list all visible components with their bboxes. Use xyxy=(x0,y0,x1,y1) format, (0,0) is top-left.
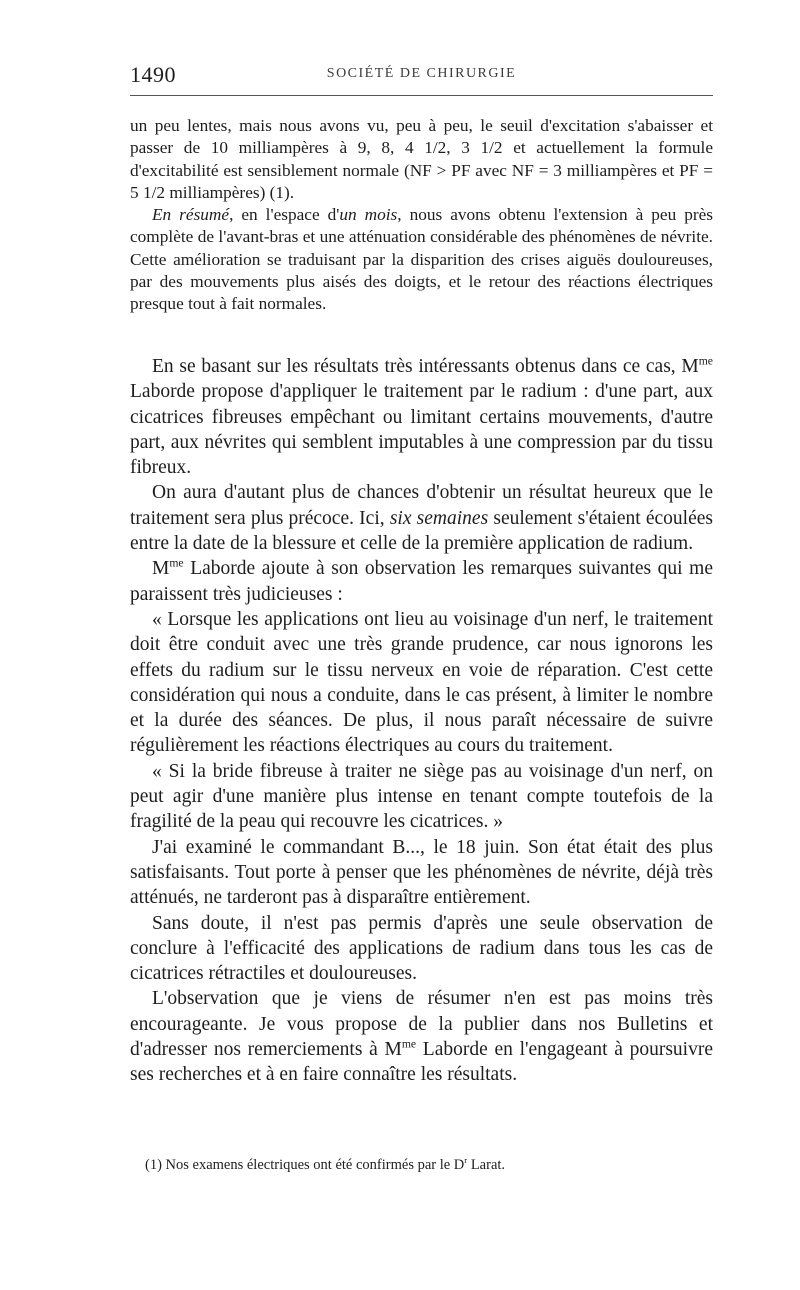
paragraph-summary: En résumé, en l'espace d'un mois, nous avons obtenu l'extension à peu près complète de l'avant-bras et une atténuation considérable des phénomènes de névrite. Cette amélioration se traduisant par la disparition des crises aiguës douloureuses, par des mouvements plus aisés des doigts, et le retour des réactions électriques presque tout à fait normales. xyxy=(130,205,713,314)
paragraph-quote-nerve: « Lorsque les applications ont lieu au voisinage d'un nerf, le traitement doit être conduit avec une très grande prudence, car nous ignorons les effets du radium sur le tissu nerveux en voie de réparation. C'est cette considération qui nous a conduite, dans le cas présent, à limiter le nombre et la durée des séances. De plus, il nous paraît nécessaire de suivre régulièrement les réactions électriques au cours du traitement. xyxy=(130,608,713,757)
emphasis-en-resume: En résumé xyxy=(152,205,230,225)
main-text-section xyxy=(130,354,713,1088)
paragraph-caution: Sans doute, il n'est pas permis d'après une seule observation de conclure à l'efficacité des applications de radium dans tous les cas de cicatrices rétractiles et douloureuses. xyxy=(130,912,713,985)
paragraph-early-treatment: On aura d'autant plus de chances d'obtenir un résultat heureux que le traitement sera plus précoce. Ici, six semaines seulement s'étaient écoulées entre la date de la blessure et celle de la première application de radium. xyxy=(130,482,713,555)
paragraph-examination: J'ai examiné le commandant B..., le 18 juin. Son état était des plus satisfaisants. Tout porte à penser que les phénomènes de névrite, déjà très atténués, ne tarderont pas à disparaître entièrement. xyxy=(130,836,713,909)
paragraph-excitability: un peu lentes, mais nous avons vu, peu à peu, le seuil d'excitation s'abaisser et passer de 10 milliampères à 9, 8, 4 1/2, 3 1/2 et actuellement la formule d'excitabilité est sensiblement normale (NF > PF avec NF = 3 milliampères et PF = 5 1/2 milliampères) (1). xyxy=(130,116,713,202)
emphasis-un-mois: un mois xyxy=(339,205,398,225)
page-header xyxy=(130,62,713,86)
header-rule xyxy=(130,95,713,96)
footnote: (1) Nos examens électriques ont été confirmés par le $D^r$ Larat. xyxy=(145,1155,506,1173)
paragraph-quote-fibrous: « Si la bride fibreuse à traiter ne siège pas au voisinage d'un nerf, on peut agir d'une manière plus intense en tenant compte toutefois de la fragilité de la peau qui recouvre les cicatrices. » xyxy=(130,760,713,833)
small-type-section xyxy=(130,115,713,316)
paragraph-proposal: En se basant sur les résultats très intéressants obtenus dans ce cas, $M^{me}$ Laborde propose d'appliquer le traitement par le radium : d'une part, aux cicatrices fibreuses empêchant ou limitant certains mouvements, d'autre part, aux névrites qui semblent imputables à une compression par du tissu fibreux. xyxy=(130,354,713,479)
emphasis-six-semaines: six semaines xyxy=(389,507,489,529)
paragraph-remarks-intro: $M^{me}$ Laborde ajoute à son observation les remarques suivantes qui me paraissent très judicieuses : xyxy=(130,556,713,605)
paragraph-conclusion: L'observation que je viens de résumer n'en est pas moins très encourageante. Je vous propose de la publier dans nos Bulletins et d'adresser nos remerciements à $M^{me}$ Laborde en l'engageant à poursuivre ses recherches et à en faire connaître les résultats. xyxy=(130,988,713,1086)
running-head: SOCIÉTÉ DE CHIRURGIE xyxy=(326,66,517,81)
page-number: 1490 xyxy=(130,62,176,87)
